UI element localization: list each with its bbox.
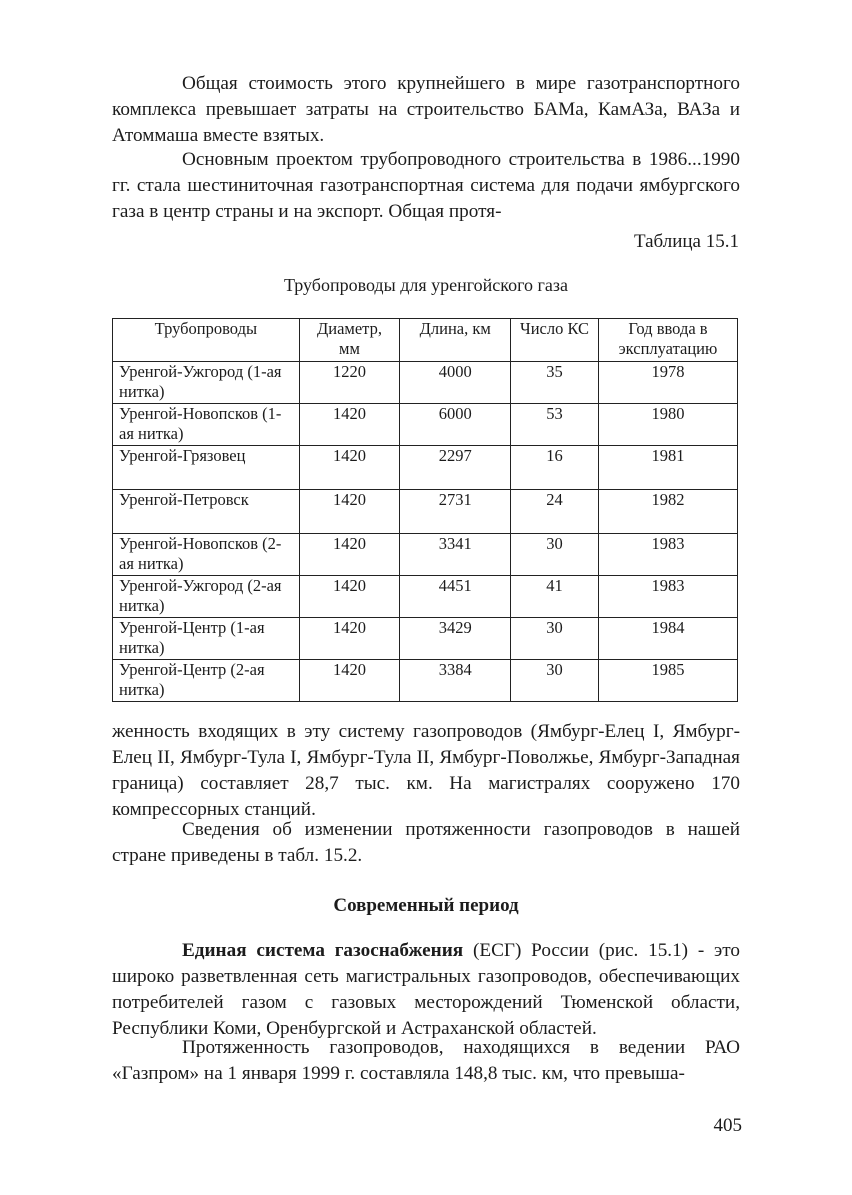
cell-stations: 30	[511, 618, 599, 660]
cell-length: 6000	[400, 404, 511, 446]
table-row	[113, 362, 738, 404]
table-row	[113, 576, 738, 618]
cell-year: 1978	[598, 362, 737, 404]
cell-stations: 30	[511, 660, 599, 702]
cell-diameter: 1220	[299, 362, 400, 404]
cell-length: 3384	[400, 660, 511, 702]
cell-stations: 30	[511, 534, 599, 576]
paragraph-gazprom	[112, 1035, 740, 1087]
table-row	[113, 446, 738, 490]
cell-length: 2297	[400, 446, 511, 490]
paragraph-main-project	[112, 147, 740, 225]
paragraph-gazprom-text: Протяженность газопроводов, находящихся в ведении РАО «Газпром» на 1 января 1999 г. составляла 148,8 тыс. км, что превыша-	[112, 1037, 740, 1084]
paragraph-main-project-text: Основным проектом трубопроводного строительства в 1986...1990 гг. стала шестиниточная газотранспортная система для подачи ямбургского газа в центр страны и на экспорт. Общая протя-	[112, 149, 740, 222]
table-row	[113, 534, 738, 576]
cell-diameter: 1420	[299, 534, 400, 576]
cell-diameter: 1420	[299, 576, 400, 618]
paragraph-length	[112, 719, 740, 823]
cell-year: 1980	[598, 404, 737, 446]
cell-year: 1985	[598, 660, 737, 702]
cell-length: 2731	[400, 490, 511, 534]
table-row	[113, 490, 738, 534]
table-row	[113, 618, 738, 660]
paragraph-unified-system	[112, 938, 740, 1042]
paragraph-cost	[112, 71, 740, 149]
cell-length: 4451	[400, 576, 511, 618]
table-header-row	[113, 319, 738, 362]
table-number: Таблица 15.1	[633, 231, 739, 252]
cell-pipeline: Уренгой-Новопсков (1-ая нитка)	[113, 404, 300, 446]
cell-length: 4000	[400, 362, 511, 404]
cell-pipeline: Уренгой-Ужгород (2-ая нитка)	[113, 576, 300, 618]
cell-stations: 35	[511, 362, 599, 404]
paragraph-cost-text: Общая стоимость этого крупнейшего в мире газотранспортного комплекса превышает затраты на строительство БАМа, КамАЗа, ВАЗа и Атоммаша вместе взятых.	[112, 73, 740, 146]
cell-length: 3429	[400, 618, 511, 660]
header-pipelines: Трубопроводы	[113, 319, 300, 362]
cell-diameter: 1420	[299, 404, 400, 446]
cell-pipeline: Уренгой-Грязовец	[113, 446, 300, 490]
table-row	[113, 404, 738, 446]
cell-pipeline: Уренгой-Новопсков (2-ая нитка)	[113, 534, 300, 576]
cell-stations: 53	[511, 404, 599, 446]
header-stations: Число КС	[511, 319, 599, 362]
header-year: Год ввода в эксплуатацию	[598, 319, 737, 362]
cell-year: 1982	[598, 490, 737, 534]
paragraph-length-text: женность входящих в эту систему газопроводов (Ямбург-Елец I, Ямбург-Елец II, Ямбург-Тула I, Ямбург-Тула II, Ямбург-Поволжье, Ямбург-Западная граница) составляет 28,7 тыс. км. На магистралях сооружено 170 компрессорных станций.	[112, 721, 740, 820]
cell-year: 1981	[598, 446, 737, 490]
cell-pipeline: Уренгой-Центр (1-ая нитка)	[113, 618, 300, 660]
header-diameter: Диаметр, мм	[299, 319, 400, 362]
cell-diameter: 1420	[299, 490, 400, 534]
pipelines-table	[112, 318, 738, 702]
cell-pipeline: Уренгой-Центр (2-ая нитка)	[113, 660, 300, 702]
cell-year: 1984	[598, 618, 737, 660]
cell-year: 1983	[598, 534, 737, 576]
cell-year: 1983	[598, 576, 737, 618]
paragraph-table-ref	[112, 817, 740, 869]
table-title: Трубопроводы для уренгойского газа	[283, 275, 569, 295]
paragraph-unified-system-text: (ЕСГ) России (рис. 15.1) - это широко разветвленная сеть магистральных газопроводов, обеспечивающих потребителей газом с газовых месторождений Тюменской области, Республики Коми, Оренбургской и Астраханской областей.	[112, 940, 740, 1039]
paragraph-table-ref-text: Сведения об изменении протяженности газопроводов в нашей стране приведены в табл. 15.2.	[112, 819, 740, 866]
cell-pipeline: Уренгой-Ужгород (1-ая нитка)	[113, 362, 300, 404]
cell-stations: 16	[511, 446, 599, 490]
cell-diameter: 1420	[299, 446, 400, 490]
cell-diameter: 1420	[299, 618, 400, 660]
header-length: Длина, км	[400, 319, 511, 362]
cell-pipeline: Уренгой-Петровск	[113, 490, 300, 534]
cell-stations: 24	[511, 490, 599, 534]
page-number: 405	[713, 1115, 742, 1136]
section-heading: Современный период	[333, 895, 519, 916]
table-row	[113, 660, 738, 702]
unified-system-term: Единая система газоснабжения	[182, 940, 464, 961]
cell-length: 3341	[400, 534, 511, 576]
cell-diameter: 1420	[299, 660, 400, 702]
cell-stations: 41	[511, 576, 599, 618]
